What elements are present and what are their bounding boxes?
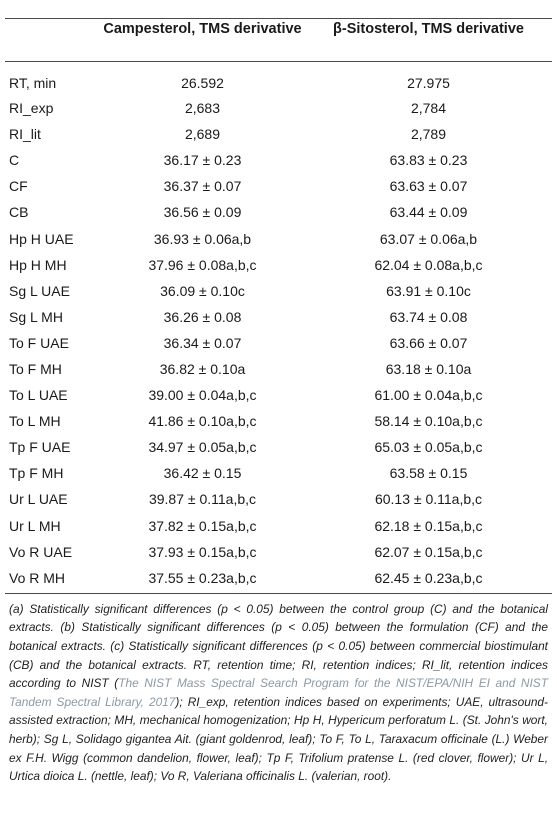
cell-sitosterol: 63.74 ± 0.08	[389, 308, 468, 325]
cell-campesterol: 34.97 ± 0.05a,b,c	[148, 439, 257, 456]
cell-sample: To F UAE	[9, 334, 69, 351]
table-row	[5, 486, 552, 512]
cell-campesterol: 26.592	[181, 74, 224, 91]
cell-sample: Ur L MH	[9, 517, 61, 534]
table-row	[5, 147, 552, 173]
cell-campesterol: 37.96 ± 0.08a,b,c	[148, 256, 257, 273]
cell-campesterol: 2,689	[184, 126, 221, 143]
cell-sample: RI_lit	[9, 126, 41, 143]
cell-sitosterol: 2,789	[410, 126, 447, 143]
cell-campesterol: 36.56 ± 0.09	[163, 204, 242, 221]
cell-sample: Tp F UAE	[9, 439, 71, 456]
cell-sample: C	[9, 152, 20, 169]
cell-sitosterol: 62.04 ± 0.08a,b,c	[374, 256, 483, 273]
table-body	[5, 62, 552, 591]
cell-sitosterol: 61.00 ± 0.04a,b,c	[374, 387, 483, 404]
cell-sitosterol: 63.44 ± 0.09	[389, 204, 468, 221]
cell-campesterol: 36.17 ± 0.23	[163, 152, 242, 169]
cell-sitosterol: 63.58 ± 0.15	[389, 465, 468, 482]
cell-sample: Sg L MH	[9, 308, 63, 325]
cell-campesterol: 36.26 ± 0.08	[163, 308, 242, 325]
cell-sample: CB	[9, 204, 29, 221]
table-row	[5, 95, 552, 121]
header-cell-campesterol: Campesterol, TMS derivative	[103, 21, 302, 37]
table-footnote	[5, 594, 552, 786]
cell-sample: Tp F MH	[9, 465, 64, 482]
table-row	[5, 225, 552, 251]
cell-campesterol: 37.55 ± 0.23a,b,c	[148, 569, 257, 586]
table-row	[5, 330, 552, 356]
cell-sitosterol: 58.14 ± 0.10a,b,c	[374, 413, 483, 430]
cell-sample: To L UAE	[9, 387, 68, 404]
cell-campesterol: 36.34 ± 0.07	[163, 334, 242, 351]
cell-sample: RT, min	[9, 74, 57, 91]
table-row	[5, 513, 552, 539]
cell-sitosterol: 63.63 ± 0.07	[389, 178, 468, 195]
cell-campesterol: 39.00 ± 0.04a,b,c	[148, 387, 257, 404]
table-row	[5, 408, 552, 434]
table-row	[5, 278, 552, 304]
cell-sitosterol: 2,784	[410, 100, 447, 117]
cell-campesterol: 37.82 ± 0.15a,b,c	[148, 517, 257, 534]
cell-campesterol: 2,683	[184, 100, 221, 117]
table-row	[5, 199, 552, 225]
cell-sitosterol: 63.07 ± 0.06a,b	[379, 230, 478, 247]
table-row	[5, 356, 552, 382]
table-row	[5, 304, 552, 330]
cell-campesterol: 36.09 ± 0.10c	[160, 282, 245, 299]
cell-campesterol: 36.82 ± 0.10a	[159, 360, 246, 377]
table-row	[5, 460, 552, 486]
cell-sample: Vo R MH	[9, 569, 66, 586]
cell-sitosterol: 60.13 ± 0.11a,b,c	[374, 491, 483, 508]
nist-reference-link[interactable]: The NIST Mass Spectral Search Program for the NIST/EPA/NIH EI and NIST Tandem Spectral Library, 2017	[9, 676, 548, 709]
cell-sample: To L MH	[9, 413, 61, 430]
cell-sample: Ur L UAE	[9, 491, 68, 508]
sterol-table	[5, 19, 552, 591]
header-cell-sitosterol: β-Sitosterol, TMS derivative	[333, 21, 524, 37]
cell-sample: Hp H MH	[9, 256, 67, 273]
table-row	[5, 173, 552, 199]
header-cell-sample	[5, 19, 100, 61]
cell-sample: Sg L UAE	[9, 282, 70, 299]
table-row	[5, 252, 552, 278]
cell-sitosterol: 63.91 ± 0.10c	[386, 282, 471, 299]
footnote-text: (a) Statistically significant differences (p < 0.05) between the control group (C) and the botanical extracts. (b) Statistically significant differences (p < 0.05) between the formulation (CF) and the botanical extracts. (c) Statistically significant differences (p < 0.05) between commercial biostimulant (CB) and the botanical extracts. RT, retention time; RI, retention indices; RI_lit, retention indices according to NIST (	[9, 601, 548, 691]
cell-campesterol: 41.86 ± 0.10a,b,c	[148, 413, 257, 430]
cell-campesterol: 36.93 ± 0.06a,b	[153, 230, 252, 247]
cell-campesterol: 36.42 ± 0.15	[163, 465, 242, 482]
header-row	[5, 19, 552, 61]
cell-sitosterol: 65.03 ± 0.05a,b,c	[374, 439, 483, 456]
cell-sitosterol: 62.07 ± 0.15a,b,c	[374, 543, 483, 560]
cell-sample: CF	[9, 178, 28, 195]
cell-campesterol: 36.37 ± 0.07	[163, 178, 242, 195]
cell-sitosterol: 62.18 ± 0.15a,b,c	[374, 517, 483, 534]
cell-sample: RI_exp	[9, 100, 54, 117]
cell-sitosterol: 27.975	[407, 74, 450, 91]
cell-sitosterol: 63.83 ± 0.23	[389, 152, 468, 169]
cell-sample: To F MH	[9, 360, 62, 377]
cell-sample: Hp H UAE	[9, 230, 74, 247]
cell-campesterol: 39.87 ± 0.11a,b,c	[148, 491, 257, 508]
table-container	[0, 18, 557, 786]
cell-sitosterol: 63.18 ± 0.10a	[385, 360, 472, 377]
table-row	[5, 382, 552, 408]
cell-campesterol: 37.93 ± 0.15a,b,c	[148, 543, 257, 560]
table-row	[5, 539, 552, 565]
table-row	[5, 434, 552, 460]
cell-sitosterol: 63.66 ± 0.07	[389, 334, 468, 351]
cell-sitosterol: 62.45 ± 0.23a,b,c	[374, 569, 483, 586]
table-row	[5, 121, 552, 147]
footnote-text-end: ); RI_exp, retention indices based on experiments; UAE, ultrasound-assisted extraction; MH, mechanical homogenization; Hp H, Hypericum perforatum L. (St. John's wort, herb); Sg L, Solidago gigantea Ait. (giant goldenrod, leaf); To F, To L, Taraxacum officinale (L.) Weber ex F.H. Wigg (common dandelion, flower, leaf); Tp F, Trifolium pratense L. (red clover, flower); Ur L, Urtica dioica L. (nettle, leaf); Vo R, Valeriana officinalis L. (valerian, root).	[9, 694, 549, 784]
cell-sample: Vo R UAE	[9, 543, 73, 560]
table-row	[5, 62, 552, 95]
table-row	[5, 565, 552, 591]
